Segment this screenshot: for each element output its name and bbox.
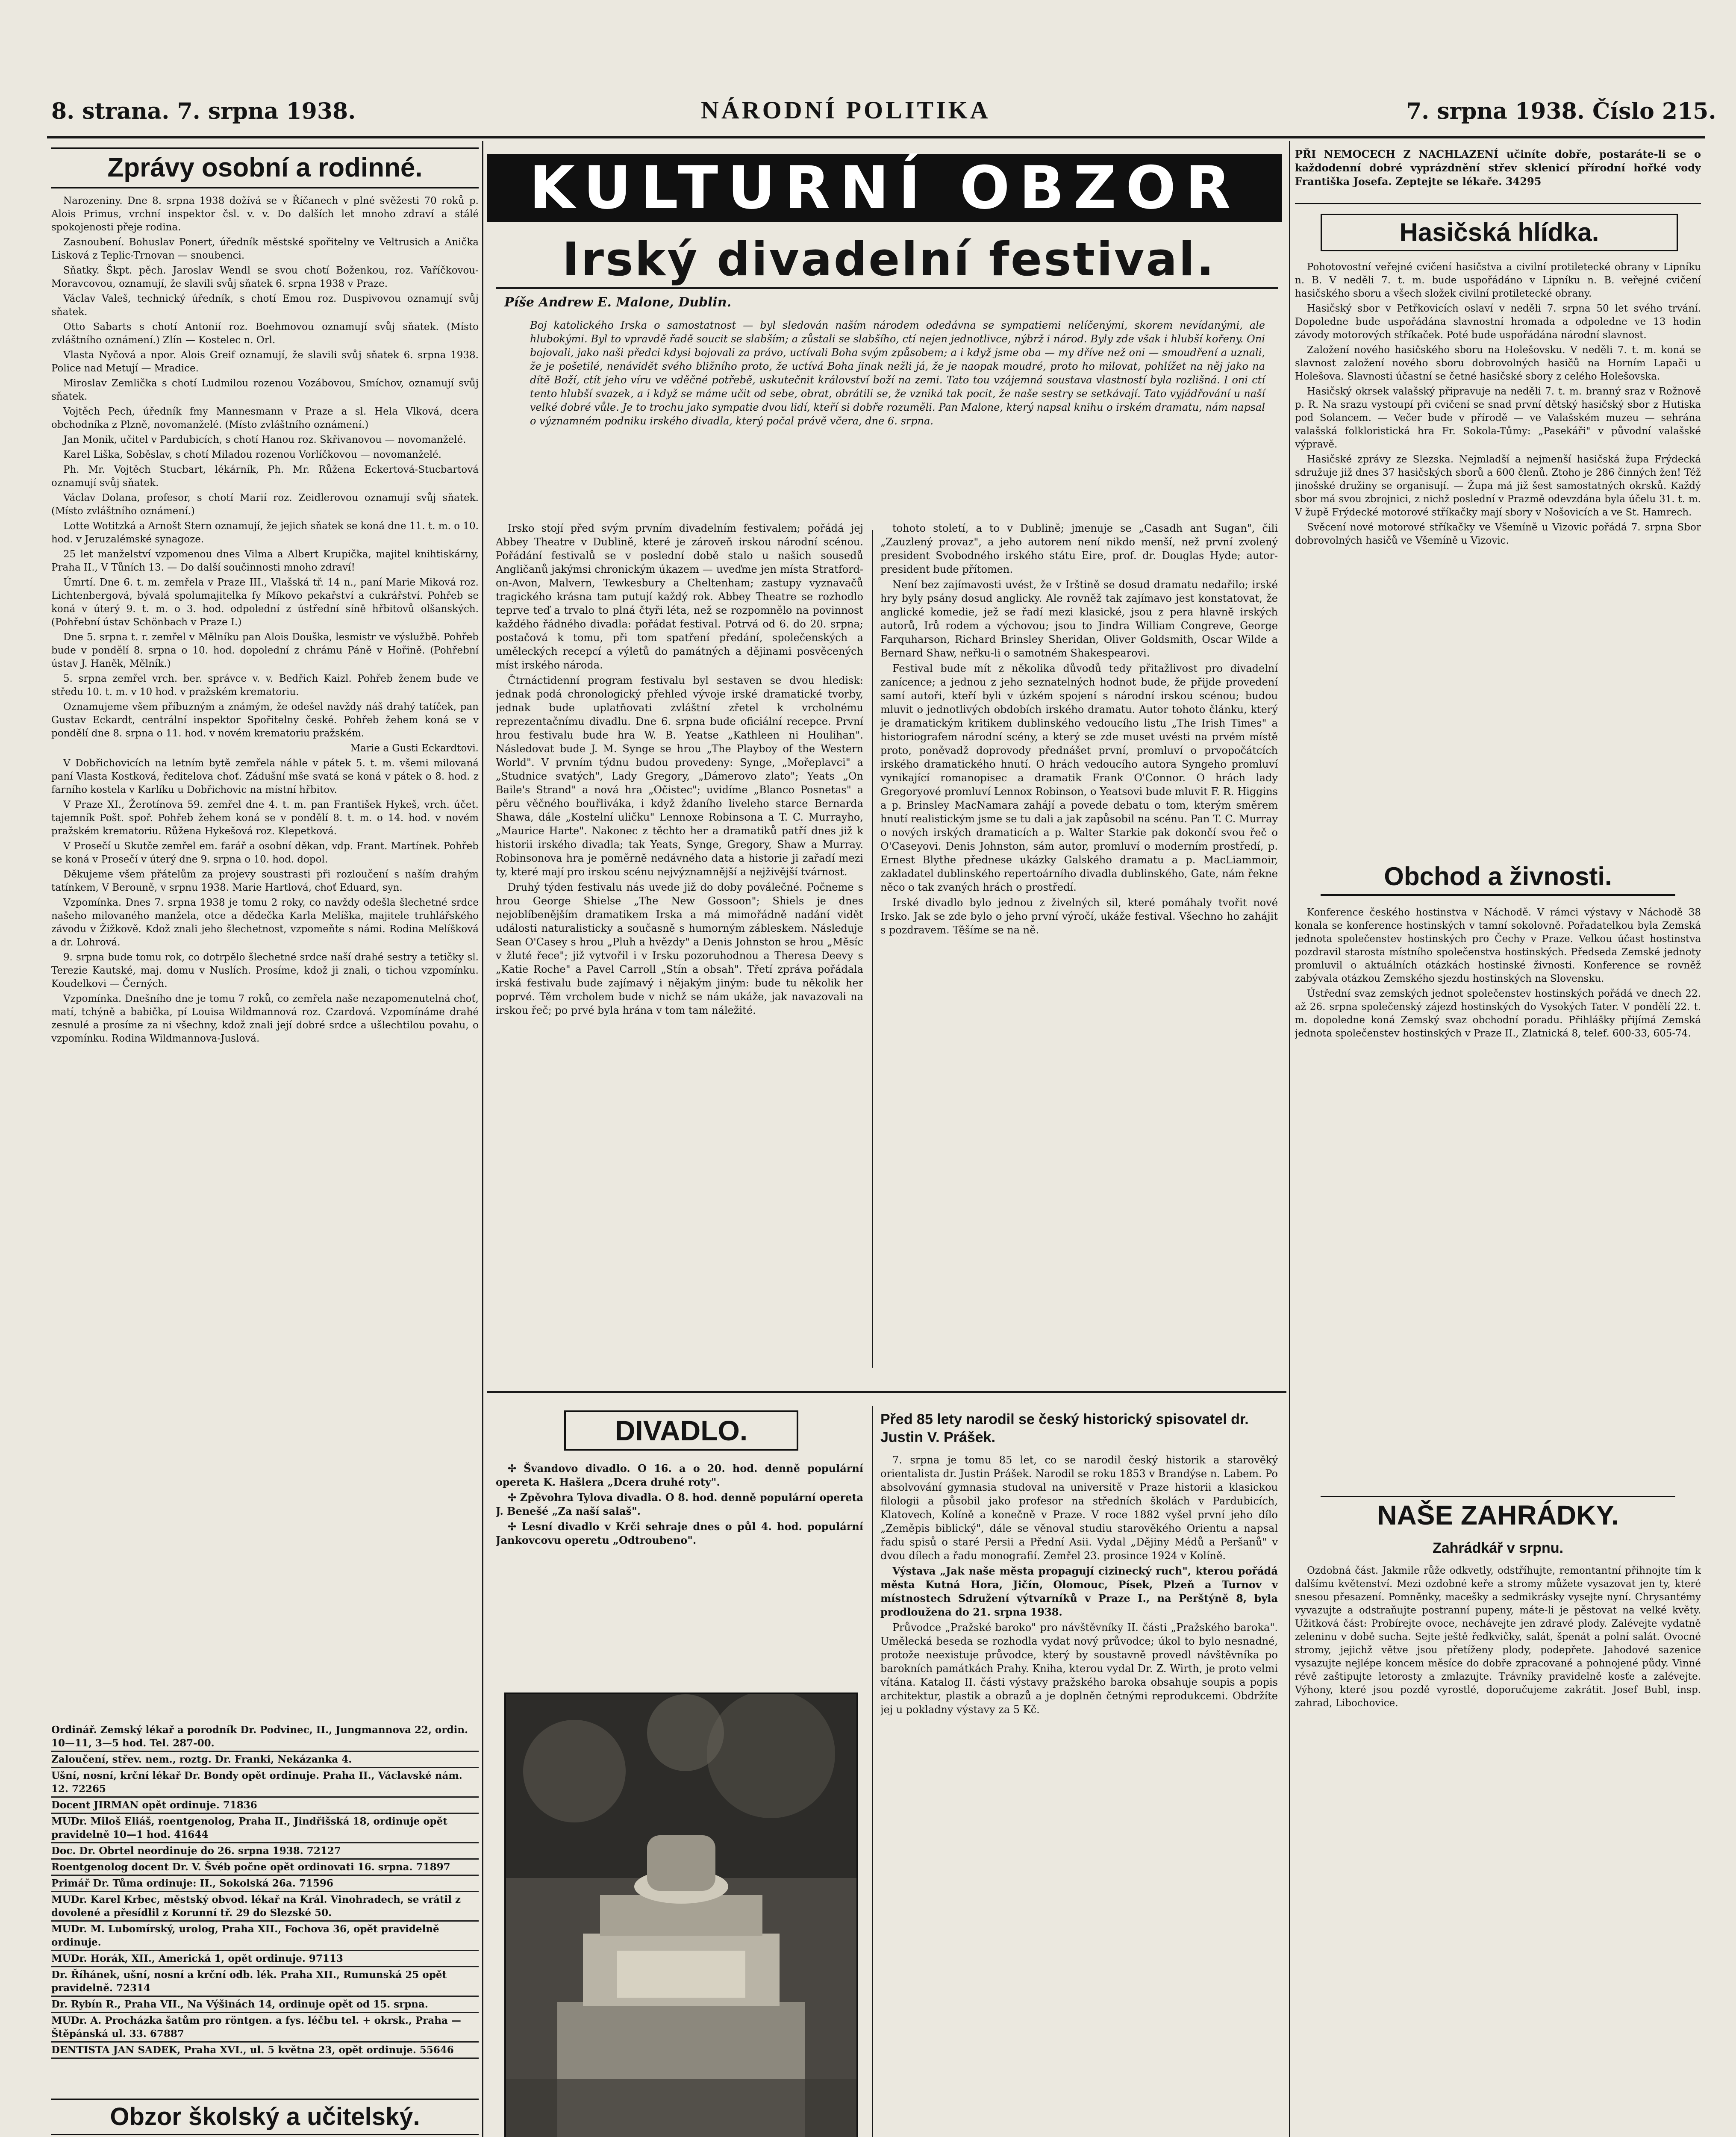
personal-paragraph: Děkujeme všem přátelům za projevy soustrasti při rozloučení s naším drahým tatínkem, V Berouně, v srpnu 1938. Marie Hartlová, choť Eduard, syn. <box>51 869 479 893</box>
personal-paragraph: Václav Valeš, technický úředník, s chotí Emou roz. Duspivovou oznamují svůj sňatek. <box>51 293 479 318</box>
doctor-ad: Ušní, nosní, krční lékař Dr. Bondy opět ordinuje. Praha II., Václavské nám. 12. 72265 <box>51 1768 479 1798</box>
personal-paragraph: Vojtěch Pech, úředník fmy Mannesmann v Praze a sl. Hela Vlková, dcera obchodníka z Plzně, novomanželé. (Místo zvláštního oznámení.) <box>51 406 479 430</box>
personal-paragraph: Karel Liška, Soběslav, s chotí Miladou rozenou Vorlíčkovou — novomanželé. <box>63 449 441 460</box>
doctor-ad: DENTISTA JAN SADEK, Praha XVI., ul. 5 května 23, opět ordinuje. 55646 <box>51 2043 479 2059</box>
section-heading-school: Obzor školský a učitelský. <box>51 2099 479 2135</box>
personal-paragraph: V Prosečí u Skutče zemřel em. farář a osobní děkan, vdp. Frant. Martínek. Pohřeb se koná v Prosečí v úterý dne 9. srpna o 10. hod. dopol. <box>51 841 479 865</box>
trade-paragraph: Konference českého hostinstva v Náchodě. V rámci výstavy v Náchodě 38 konala se konference hostinských v tamní sokolovně. Pořadatelkou byla Zemská jednota společenstev hostinských pro Čechy v Praze. Velkou účast hostinstva pozdravil starosta místního společenstva hostinských. Předseda Zemské jednoty promluvil o aktuálních otázkách hostinské živnosti. Konference se rovněž zabývala otázkou Zemského sjezdu hostinských na Slovensku. <box>1295 907 1701 984</box>
firemen-paragraph: Hasičský okrsek valašský připravuje na neděli 7. t. m. branný sraz v Rožnově p. R. Na srazu vystoupí při cvičení se snad první dětský hasičský sbor z Hutiska pod Solancem. — Večer bude v přírodě — ve Valašském muzeu — sehrána valašská folkloristická hra Fr. Sokola-Tůmy: „Pasekáři" v původní valašské výpravě. <box>1295 386 1701 450</box>
title-rule <box>496 287 1278 289</box>
doctor-ad: Ordinář. Zemský lékař a porodník Dr. Podvinec, II., Jungmannova 22, ordin. 10—11, 3—5 hod. Tel. 287-00. <box>51 1722 479 1752</box>
section-heading-firemen: Hasičská hlídka. <box>1321 214 1678 251</box>
mineral-water-text: PŘI NEMOCECH Z NACHLAZENÍ učiníte dobře, postaráte-li se o každodenní dobré vyprázdnění střev sklenicí přírodní hořké vody Františka Josefa. Zeptejte se lékaře. 34295 <box>1295 148 1701 188</box>
personal-paragraph: Narozeniny. Dne 8. srpna 1938 dožívá se v Říčanech v plné svěžesti 70 roků p. Alois Primus, vrchní inspektor čsl. v. v. Do dalších let mnoho zdraví a stálé spokojenosti přeje rodina. <box>51 195 479 233</box>
festival-text-left <box>496 521 863 1363</box>
gardens-column <box>1295 1564 1701 2137</box>
section-heading-personal: Zprávy osobní a rodinné. <box>51 147 479 188</box>
festival-paragraph: Irské divadlo bylo jednou z živelných sil, které pomáhaly tvořit nové Irsko. Jak se zde bylo o jeho první výročí, ukáže festival. Všechno ho zahájit s pozdravem. Těšíme se na ně. <box>880 897 1278 936</box>
gardens-paragraph: Ozdobná část. Jakmile růže odkvetly, odstříhujte, remontantní přihnojte tím k dalšímu květenství. Mezi ozdobné keře a stromy můžete vysazovat jen ty, které snesou přesazení. Pomněnky, macešky a sedmikrásky vysejte nyní. Chrysantémy vyvazujte a odstraňujte postranní pupeny, máte-li je pěstovat na velké květy. Užitková část: Probírejte ovoce, nechávejte jen zdravé plody. Zalévejte vydatně zeleninu v době sucha. Sejte ještě ředkvičky, salát, špenát a polní salát. Ovocné stromy, jejichž větve jsou přetíženy plody, podepřete. Jahodové sazenice vysazujte nejlépe koncem měsíce do dobře zpracované a pohnojené půdy. Vinné révě zaštipujte letorosty a zmlazujte. Trávníky pravidelně kosťe a zalévejte. Výhony, které jsou pozdě vyrostlé, doporučujeme zakrátit. Josef Bubl, insp. zahrad, Libochovice. <box>1295 1565 1701 1709</box>
personal-paragraph: 5. srpna zemřel vrch. ber. správce v. v. Bedřich Kaizl. Pohřeb ženem bude ve středu 10. t. m. v 10 hod. v pražském krematoriu. <box>51 673 479 698</box>
personal-paragraph: Vzpomínka. Dnešního dne je tomu 7 roků, co zemřela naše nezapomenutelná choť, matí, tchýně a babička, pí Louisa Wildmannová roz. Czardová. Vzpomínáme drahé zesnulé a prosíme za ni všechny, kdož znali její dobré srdce a ušlechtilou povahu, o vzpomínku. Rodina Wildmannova-Juslová. <box>51 993 479 1044</box>
section-banner-culture: KULTURNÍ OBZOR <box>487 154 1282 222</box>
personal-paragraph: Marie a Gusti Eckardtovi. <box>350 743 479 754</box>
theatre-item: ✢ Lesní divadlo v Krči sehraje dnes o půl 4. hod. populární Jankovcovu operetu „Odtroubeno". <box>496 1520 863 1546</box>
doctor-ad: Dr. Rybín R., Praha VII., Na Výšinách 14, ordinuje opět od 15. srpna. <box>51 1997 479 2013</box>
urn-photograph <box>504 1693 858 2137</box>
prasek-paragraph: 7. srpna je tomu 85 let, co se narodil český historik a starověký orientalista dr. Justin Prášek. Narodil se roku 1853 v Brandýse n. Labem. Po absolvování gymnasia studoval na universitě v Praze historii a klasickou filologii a působil jako profesor na středních školách v Pardubicích, Klatovech, Kolíně a konečně v Praze. V roce 1882 vyšel první jeho dílo „Zeměpis biblický", dále se věnoval studiu starověkého Orientu a napsal řadu spisů o staré Persii a Přední Asii. Vydal „Dějiny Médů a Peršanů" v dvou dílech a řadu monografií. Zemřel 23. prosince 1924 v Kolíně. <box>880 1454 1278 1562</box>
personal-paragraph: Jan Monik, učitel v Pardubicích, s chotí Hanou roz. Skřivanovou — novomanželé. <box>63 434 466 445</box>
article-byline: Píše Andrew E. Malone, Dublin. <box>504 295 732 310</box>
personal-paragraph: Lotte Wotitzká a Arnošt Stern oznamují, že jejich sňatek se koná dne 11. t. m. o 10. hod. v Jeruzalémské synagoze. <box>51 521 479 545</box>
personal-paragraph: Úmrtí. Dne 6. t. m. zemřela v Praze III., Vlašská tř. 14 n., paní Marie Miková roz. Lichtenbergová, bývalá spolumajitelka fy Míkovo pekařství a cukrářství. Pohřeb se koná v úterý 9. t. m. o 3. hod. odpolední z ústřední síně hřbitovů olšanských. (Pohřební ústav Schönbach v Praze I.) <box>51 577 479 628</box>
personal-paragraph: V Dobřichovicích na letním bytě zemřela náhle v pátek 5. t. m. všemi milovaná paní Vlasta Kostková, ředitelova choť. Zádušní mše svatá se koná v pátek o 8. hod. z farního kostela v Karlíku u Dobřichovic na místní hřbitov. <box>51 758 479 795</box>
doctor-ad: MUDr. Karel Krbec, městský obvod. lékař na Král. Vinohradech, se vrátil z dovolené a přesídlil z Korunní tř. 29 do Slezské 50. <box>51 1892 479 1922</box>
doctor-ad: Primář Dr. Tůma ordinuje: II., Sokolská 26a. 71596 <box>51 1876 479 1892</box>
personal-paragraph: Otto Sabarts s chotí Antonií roz. Boehmovou oznamují svůj sňatek. (Místo zvláštního oznámení.) Zlín — Kostelec n. Orl. <box>51 321 479 346</box>
column-rule-3 <box>872 530 873 1368</box>
personal-news-column <box>51 194 479 1729</box>
theatre-item: ✢ Švandovo divadlo. O 16. a o 20. hod. denně populární opereta K. Hašlera „Dcera druhé roty". <box>496 1462 863 1488</box>
personal-paragraph: 25 let manželství vzpomenou dnes Vilma a Albert Krupička, majitel knihtiskárny, Praha II., V Tůních 13. — Do další součinnosti mnoho zdraví! <box>51 549 479 573</box>
article-intro: Boj katolického Irska o samostatnost — byl sledován naším národem odedávna se sympatiemi nelíčenými, skorem nevídanými, ale hlubokými. Byl to vpravdě řadě soucit se slabším; a zůstali se slabšího, ctí nejen jednotlivce, nýbrž i národ. Byly zde však i hlubší kořeny. Oni bojovali, jako naši předci kdysi bojovali za právo, uctívali Boha svým způsobem; a i když jsme oba — my dříve než oni — smoudření a uznali, že je pošetilé, nenávidět svého bližního proto, že uctívá Boha jinak nežli já, že je naopak moudré, proto ho milovat, pohlížet na něj jako na dítě Boží, ctít jeho víru ve vděčné potřebě, uskutečnit království boží na zemi. Tato tou vzájemná soustava vlastností byla rozlišná. I oni ctí tento hlubší svazek, a i když se máme učit od sebe, obrat, obrátili se, že vzniká tak pocit, že naše sestry se setkávají. Tato vyjádřování u naší velké dobré vůle. Je to trochu jako sympatie dvou lidí, kteří si dobře rozuměli. Pan Malone, který napsal knihu o irském dramatu, nám napsal o významném podniku irského divadla, který počal právě včera, dne 6. srpna. <box>530 319 1265 427</box>
personal-paragraph: Sňatky. Škpt. pěch. Jaroslav Wendl se svou chotí Boženkou, roz. Vaříčkovou-Moravcovou, oznamují, že slavili svůj sňatek 6. srpna 1938 v Praze. <box>51 265 479 289</box>
header-left: 8. strana. 7. srpna 1938. <box>51 98 356 124</box>
personal-paragraph: Václav Dolana, profesor, s chotí Marií roz. Zeidlerovou oznamují svůj sňatek. (Místo zvláštního oznámení.) <box>51 492 479 517</box>
article-title-festival: Irský divadelní festival. <box>562 233 1216 286</box>
doctor-ad: MUDr. Miloš Eliáš, roentgenolog, Praha II., Jindřišská 18, ordinuje opět pravidelně 10—1 hod. 41644 <box>51 1814 479 1843</box>
exhibition-paragraph: Výstava „Jak naše města propagují cizinecký ruch", kterou pořádá města Kutná Hora, Jičín, Olomouc, Písek, Plzeň a Turnov v místnostech Sdružení výtvarníků v Praze I., na Perštýně 8, byla prodloužena do 21. srpna 1938. <box>880 1565 1278 1618</box>
festival-paragraph: Druhý týden festivalu nás uvede již do doby poválečné. Počneme s hrou George Shielse „The New Gossoon"; Shiels je dnes nejoblíbenějším dramatikem Irska a má mimořádně nadání vidět události naturalisticky a současně s humorným zábleskem. Následuje Sean O'Casey s hrou „Pluh a hvězdy" a Denis Johnston se hrou „Měsíc v žluté řece"; již vytvořil i v Irsku pozoruhodnou a Theresa Deevy s „Katie Roche" a Pavel Carroll „Stín a obsah". Třetí zpráva pořádala irská festivalu bude zajímavý i nějakým jiným: bude tu několik her poprvé. Těm vrcholem bude v nichž se nám ukáže, jak navazovali na irskou řeč; po prvé byla hrána v tom tam náležité. <box>496 881 863 1016</box>
doctor-ad: MUDr. M. Lubomírský, urolog, Praha XII., Fochova 36, opět pravidelně ordinuje. <box>51 1922 479 1951</box>
article-heading-prasek: Před 85 lety narodil se český historický spisovatel dr. Justin V. Prášek. <box>880 1411 1249 1445</box>
doctor-ad: Doc. Dr. Obrtel neordinuje do 26. srpna 1938. 72127 <box>51 1843 479 1860</box>
section-heading-theatre: DIVADLO. <box>564 1410 798 1451</box>
prasek-article <box>880 1453 1278 2137</box>
personal-paragraph: Dne 5. srpna t. r. zemřel v Mělníku pan Alois Douška, lesmistr ve výslužbě. Pohřeb bude v pondělí 8. srpna o 10. hod. dopolední z chrámu Páně v Hořině. (Pohřební ústav J. Haněk, Mělník.) <box>51 632 479 669</box>
personal-paragraph: Miroslav Zemlička s chotí Ludmilou rozenou Vozábovou, Smíchov, oznamují svůj sňatek. <box>51 378 479 402</box>
theatre-item: ✢ Zpěvohra Tylova divadla. O 8. hod. denně populární opereta J. Benešé „Za naší salaš". <box>496 1491 863 1517</box>
firemen-paragraph: Založení nového hasičského sboru na Holešovsku. V neděli 7. t. m. koná se slavnost založení nového sboru dobrovolných hasičů na Horním Lapači u Holešova. Slavnosti účastní se četné hasičské sbory z celého Holešovska. <box>1295 344 1701 382</box>
trade-column <box>1295 906 1701 1487</box>
personal-paragraph: Ph. Mr. Vojtěch Stucbart, lékárník, Ph. Mr. Růžena Eckertová-Stucbartová oznamují svůj sňatek. <box>51 464 479 489</box>
theatre-listings <box>496 1462 863 1675</box>
header-right: 7. srpna 1938. Číslo 215. <box>1406 98 1716 124</box>
personal-paragraph: Vzpomínka. Dnes 7. srpna 1938 je tomu 2 roky, co navždy odešla šlechetné srdce našeho milovaného manžela, otce a dědečka Karla Melíška, majitele truhlářského závodu v Žižkově. Kdož znali jeho šlechetnost, vzpomeňte s námi. Rodina Melíšková a dr. Lohrová. <box>51 897 479 948</box>
page-header <box>0 98 1736 132</box>
festival-paragraph: Festival bude mít z několika důvodů tedy přitažlivost pro divadelní zanícence; a jednou z jeho seznatelných hodnot bude, že přijde provedení samí autoři, kteří byli v úzkém spojení s národní irskou scénou; budou mluvit o jednotlivých obdobích irského dramatu. Autor tohoto článku, který je dramatickým kritikem dublinského vedoucího listu „The Irish Times" a historiografem národní scény, a který se zde muset uvésti na prvém místě proto, poněvadž doprovody přednášet první, promluví o prvopočátcích irského dramatického hnutí. O hrách vedoucího autora Syngeho promluví vynikající romanopisec a dramatik Frank O'Connor. O hrách lady Gregoryové promluví Lennox Robinson, o Yeatsovi bude mluvit F. R. Higgins a p. Brinsley MacNamara zahájí a povede debatu o tom, kterým směrem hnutí realistickým jsme se tu dali a jak zapůsobil na scénu. Pan T. C. Murray o nových irských dramaticích a p. Walter Starkie pak dokončí svou řeč o O'Caseyovi. Denis Johnston, sám autor, promluví o moderním prostředí, p. Ernest Blythe přednese ukázky Galského dramatu a p. MacLiammoir, zakladatel dublinského repertoárního divadla dublinského, Gate, nám řekne něco o tak zvaných hrách o prostředí. <box>880 662 1278 893</box>
firemen-paragraph: Hasičské zprávy ze Slezska. Nejmladší a nejmenší hasičská župa Frýdecká sdružuje již dnes 37 hasičských sborů a 600 členů. Ztoho je 286 činných žen! Též jinošské družiny se organisují. — Župa má již šest samostatných okrsků. Každý sbor má svou zbrojnici, z nichž poslední v Prazmě odevzdána byla účelu 31. t. m. V župě Frýdecké motorové stříkačky mají sbory v Nošovicích a ve St. Hamrech. <box>1295 454 1701 518</box>
firemen-paragraph: Svěcení nové motorové stříkačky ve Všemíně u Vizovic pořádá 7. srpna Sbor dobrovolných hasičů ve Všemíně u Vizovic. <box>1295 522 1701 546</box>
festival-text-right <box>880 521 1278 1389</box>
column-rule-2 <box>1289 141 1290 2137</box>
doctor-ad: Dr. Říhánek, ušní, nosní a krční odb. lék. Praha XII., Rumunská 25 opět pravidelně. 72314 <box>51 1967 479 1997</box>
personal-paragraph: Zasnoubení. Bohuslav Ponert, úředník městské spořitelny ve Veltrusich a Anička Lisková z Teplic-Trnovan — snoubenci. <box>51 237 479 261</box>
doctor-ad: MUDr. A. Procházka šatům pro röntgen. a fys. léčbu tel. + okrsk., Praha — Štěpánská ul. 33. 67887 <box>51 2013 479 2043</box>
masthead: NÁRODNÍ POLITIKA <box>701 96 991 124</box>
personal-paragraph: V Praze XI., Žerotínova 59. zemřel dne 4. t. m. pan František Hykeš, vrch. účet. tajemník Pošt. spoř. Pohřeb žehem koná se v pondělí 8. t. m. o 14. hod. v novém pražském krematoriu. Růžena Hykešová roz. Klepetková. <box>51 799 479 837</box>
center-divider <box>487 1391 1286 1393</box>
mineral-water-ad <box>1295 147 1701 204</box>
section-heading-gardens: NAŠE ZAHRÁDKY. <box>1321 1496 1675 1533</box>
festival-paragraph: Irsko stojí před svým prvním divadelním festivalem; pořádá jej Abbey Theatre v Dublině, které je zároveň irskou národní scénou. Pořádání festivalů se v poslední době stalo u našich sousedů Angličanů jakýmsi chronickým úkazem — uveďme jen místa Stratford-on-Avon, Malvern, Tewkesbury a Cheltenham; zastupy vyznavačů tragického krásna tam putují každý rok. Abbey Theatre se rozhodlo teprve teď a trvalo to plná čtyři léta, než se rozpomnělo na povinnost každého řádného divadla: pořádat festival. Potrvá od 6. do 20. srpna; postačová k tomu, při tom spatření předání, společenských a uměleckých recepcí a výletů do památných a dějinami posvěcených míst irského národa. <box>496 522 863 671</box>
doctor-ad: Docent JIRMAN opět ordinuje. 71836 <box>51 1798 479 1814</box>
festival-paragraph: Čtrnáctidenní program festivalu byl sestaven se dvou hledisk: jednak podá chronologický přehled vývoje irské dramatické tvorby, jednak bude uplatňovati zvláštní zřetel k vrcholnému reprezentačnímu divadlu. Dne 6. srpna bude oficiální recepce. První hrou festivalu bude hra W. B. Yeatse „Kathleen ni Houlihan". Následovat bude J. M. Synge se hrou „The Playboy of the Western World". V prvním týdnu budou provedeny: Synge, „Mořeplavci" a „Studnice svatých", Lady Gregory, „Dámerovo zlato"; Yeats „On Baile's Strand" a nová hra „Očistec"; uvidíme „Blanco Posnetas" a pěru věčného bouřliváka, i když ždaního liveleho starce Bernarda Shawa, dále „Kostelní uličku" Lennoxe Robinsona a T. C. Murrayho, „Maurice Harte". Nakonec z těchto her a dramatiků patří dnes již k historii irského divadla; tak Yeats, Synge, Gregory, Shaw a Murray. Robinsonova hra je poměrně nedávného data a historie ji zařadí mezi ty, které mají pro irskou scénu nejvýznamnější a nejživější tvárnost. <box>496 674 863 878</box>
firemen-column <box>1295 261 1701 855</box>
column-rule-1 <box>482 141 483 2137</box>
festival-paragraph: tohoto století, a to v Dublině; jmenuje se „Casadh ant Sugan", čili „Zauzlený provaz", a jeho autorem není nikdo menší, než první zvolený president Svobodného irského státu Eire, prof. dr. Douglas Hyde; autor-president bude přítomen. <box>880 522 1278 575</box>
doctor-ad: Roentgenolog docent Dr. V. Švéb počne opět ordinovati 16. srpna. 71897 <box>51 1860 479 1876</box>
column-rule-4 <box>872 1406 873 2137</box>
firemen-paragraph: Pohotovostní veřejné cvičení hasičstva a civilní protiletecké obrany v Lipníku n. B. V neděli 7. t. m. bude uspořádáno v Lipníku n. B. veřejné cvičení hasičského sboru a všech složek civilní protiletecké obrany. <box>1295 262 1701 299</box>
doctor-ads-block <box>51 1722 479 2090</box>
header-rule <box>47 136 1705 138</box>
section-heading-trade: Obchod a živnosti. <box>1321 859 1675 896</box>
personal-paragraph: Vlasta Nyčová a npor. Alois Greif oznamují, že slavili svůj sňatek 6. srpna 1938. Police nad Metují — Mradice. <box>51 350 479 374</box>
doctor-ad: Zaloučení, střev. nem., roztg. Dr. Franki, Nekázanka 4. <box>51 1752 479 1768</box>
baroque-paragraph: Průvodce „Pražské baroko" pro návštěvníky II. části „Pražského baroka". Umělecká beseda se rozhodla vydat nový průvodce; úkol to bylo nesnadné, protože neexistuje průvodce, který by soustavně provedl návštěvníka po barokních památkách Prahy. Kniha, kterou vydal Dr. Z. Wirth, je proto velmi vítána. Katalog II. části výstavy pražského baroka obsahuje soupis a popis architektur, plastik a obrazů a je doplněn četnými reprodukcemi. Obdržíte jej u pokladny výstavy za 5 Kč. <box>880 1622 1278 1716</box>
festival-paragraph: Není bez zajímavosti uvést, že v Irštině se dosud dramatu nedařilo; irské hry byly psány dosud anglicky. Ale rovněž tak zajímavo jest konstatovat, že anglické komedie, jež se řadí mezi klasické, jsou z pera hlavně irských autorů, Irů rodem a výchovou; jsou to Jindra William Congreve, George Farquharson, Richard Brinsley Sheridan, Oliver Goldsmith, Oscar Wilde a Bernard Shaw, neřku-li o samotném Shakespearovi. <box>880 579 1278 659</box>
firemen-paragraph: Hasičský sbor v Petřkovicích oslaví v neděli 7. srpna 50 let svého trvání. Dopoledne bude uspořádána slavnostní hromada a odpoledne ve 13 hodin závody motorových stříkaček. Poté bude uspořádána národní slavnost. <box>1295 303 1701 341</box>
doctor-ad: MUDr. Horák, XII., Americká 1, opět ordinuje. 97113 <box>51 1951 479 1967</box>
personal-paragraph: 9. srpna bude tomu rok, co dotrpělo šlechetné srdce naší drahé sestry a tetičky sl. Terezie Kautské, maj. domu v Nuslích. Prosíme, kdož ji znali, o tichou vzpomínku. Koudelkovi — Černých. <box>51 952 479 989</box>
personal-paragraph: Oznamujeme všem příbuzným a známým, že odešel navždy náš drahý tatíček, pan Gustav Eckardt, centrální inspektor Spořitelny české. Pohřeb žehem koná se v pondělí dne 8. srpna o 11. hod. v novém krematoriu pražském. <box>51 701 479 739</box>
gardens-subheading: Zahrádkář v srpnu. <box>1432 1540 1564 1556</box>
urn-photo-illustration <box>506 1694 856 2137</box>
trade-paragraph: Ústřední svaz zemských jednot společenstev hostinských pořádá ve dnech 22. až 26. srpna společenský zájezd hostinských do Vysokých Tater. V pondělí 22. t. m. dopoledne koná Zemský svaz obchodní poradu. Přihlášky přijímá Zemská jednota společenstev hostinských v Praze II., Zlatnická 8, telef. 600-33, 605-74. <box>1295 988 1701 1039</box>
